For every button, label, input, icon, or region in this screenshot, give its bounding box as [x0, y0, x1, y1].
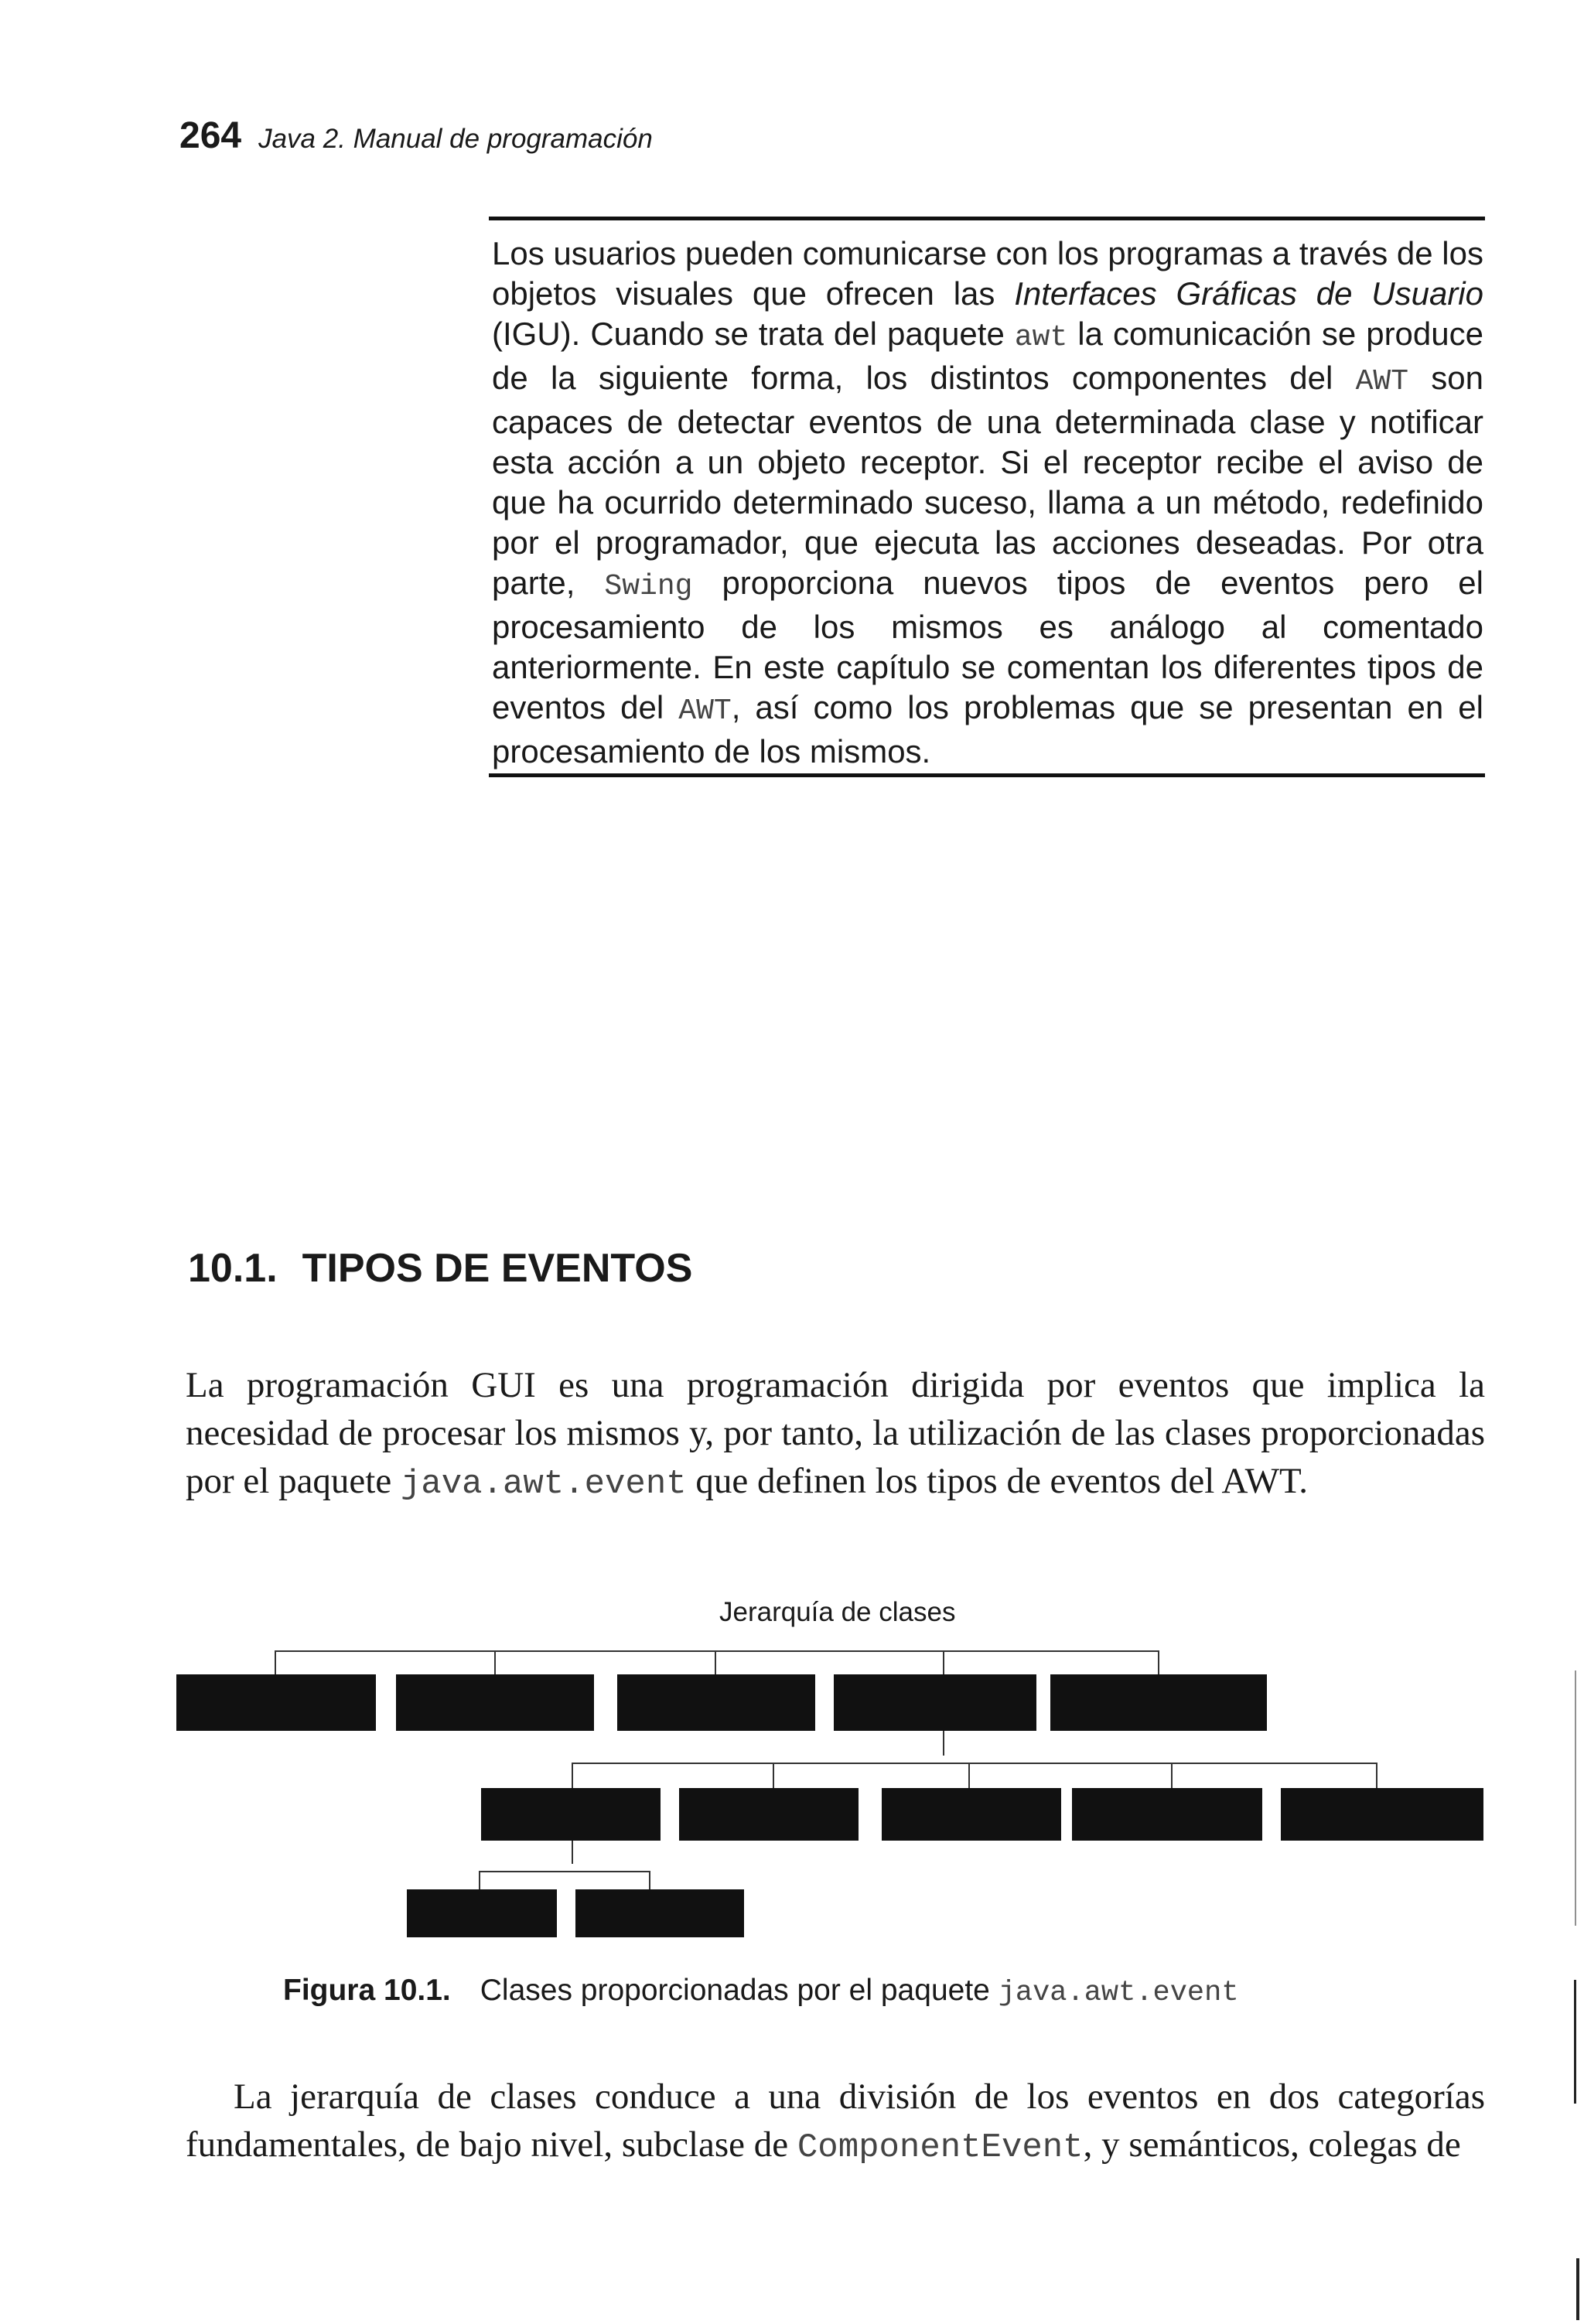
- class-box-6: [481, 1788, 661, 1841]
- code-awt: awt: [1014, 321, 1068, 354]
- code-component-event: ComponentEvent: [797, 2128, 1084, 2167]
- section-title: TIPOS DE EVENTOS: [302, 1246, 693, 1291]
- code-AWT-2: AWT: [678, 694, 732, 728]
- closing-text-1: La jerarquía de clases conduce a una división de los eventos en dos categorías fundamentales, de bajo nivel, subclase de: [186, 2077, 1485, 2165]
- class-box-3: [617, 1674, 815, 1731]
- abstract-text-1: Los usuarios pueden comunicarse con los programas a través de los objetos visuales que ofrecen las: [492, 235, 1483, 312]
- scan-edge-mark-3: [1576, 2258, 1579, 2320]
- code-java-awt-event: java.awt.event: [400, 1465, 687, 1503]
- class-box-1: [176, 1674, 376, 1731]
- connector-mid-bar: [572, 1763, 1377, 1788]
- class-box-5: [1050, 1674, 1267, 1731]
- running-title: Java 2. Manual de programación: [258, 124, 653, 154]
- intro-text-1: La programación GUI es una programación dirigida por eventos que implica la necesidad de procesar los mismos y, por tanto, la utilización de las clases proporcionadas por el paquete: [186, 1365, 1485, 1501]
- class-box-4: [834, 1674, 1036, 1731]
- section-number: 10.1.: [188, 1246, 278, 1291]
- abstract-text-6: , así como los problemas que se presentan en el procesamiento de los mismos.: [492, 689, 1483, 770]
- closing-paragraph: [186, 2073, 1485, 2172]
- class-box-8: [882, 1788, 1061, 1841]
- page-number: 264: [179, 115, 242, 156]
- class-box-12: [575, 1889, 744, 1937]
- scan-edge-mark-2: [1574, 1980, 1576, 2104]
- intro-text-2: que definen los tipos de eventos del AWT.: [686, 1461, 1308, 1501]
- abstract-text-4: son capaces de detectar eventos de una determinada clase y notificar esta acción a un objeto receptor. Si el receptor recibe el aviso de que ha ocurrido determinado suceso, llama a un método, redefinido por el programador, que ejecuta las acciones deseadas. Por otra parte,: [492, 360, 1483, 601]
- class-box-7: [679, 1788, 859, 1841]
- scan-edge-mark: [1575, 1670, 1576, 1926]
- caption-code: java.awt.event: [998, 1977, 1239, 2009]
- diagram-title: Jerarquía de clases: [719, 1597, 956, 1627]
- connector-bottom-bar: [480, 1872, 650, 1889]
- caption-text: Clases proporcionadas por el paquete: [480, 1974, 999, 2007]
- class-box-10: [1281, 1788, 1483, 1841]
- redacted-class-boxes: [176, 1674, 1483, 1937]
- abstract-text-3: la comunicación se produce de la siguiente forma, los distintos componentes del: [492, 316, 1483, 396]
- abstract-text-2: (IGU). Cuando se trata del paquete: [492, 316, 1015, 352]
- class-box-2: [396, 1674, 594, 1731]
- figure-caption: [283, 1974, 1239, 2009]
- abstract-emphasis: Interfaces Gráficas de Usuario: [1014, 275, 1483, 312]
- abstract-text-5: proporciona nuevos tipos de eventos pero el procesamiento de los mismos es análogo al comentado anteriormente. En este capítulo se comentan los diferentes tipos de eventos del: [492, 565, 1483, 725]
- connector-top-bar: [275, 1651, 1159, 1674]
- caption-label: Figura 10.1.: [283, 1974, 451, 2007]
- code-AWT: AWT: [1355, 365, 1409, 398]
- closing-text-2: , y semánticos, colegas de: [1083, 2124, 1461, 2165]
- code-swing: Swing: [604, 570, 693, 603]
- class-box-11: [407, 1889, 557, 1937]
- class-box-9: [1072, 1788, 1262, 1841]
